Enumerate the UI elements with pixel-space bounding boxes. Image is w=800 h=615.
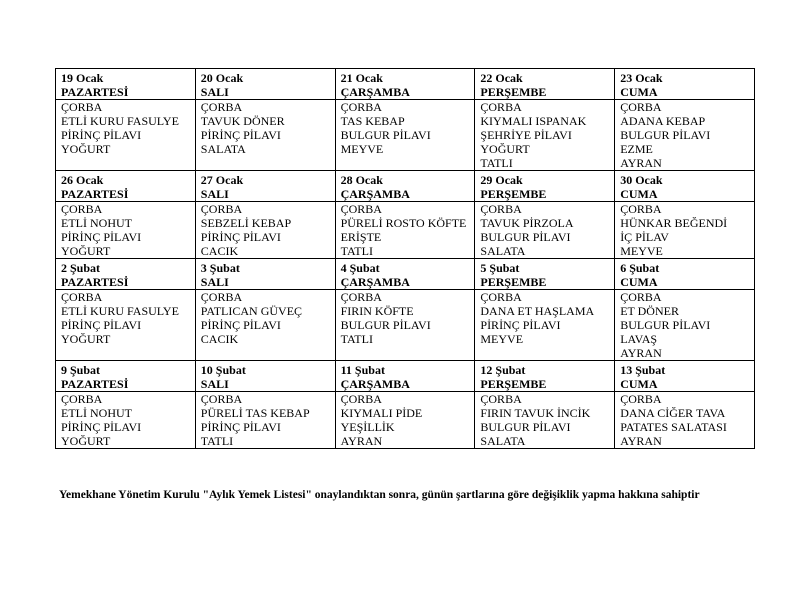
dish-item: ÇORBA [340, 100, 382, 114]
dish-item: PİRİNÇ PİLAVI [200, 128, 281, 142]
dish-item: TATLI [480, 156, 513, 170]
dish-item: FIRIN KÖFTE [340, 304, 414, 318]
day-name: ÇARŞAMBA [336, 377, 475, 392]
dish-item: ETLİ NOHUT [61, 216, 132, 230]
dish-item: PİRİNÇ PİLAVI [61, 420, 142, 434]
dish-item: ÇORBA [200, 100, 243, 114]
day-cell [475, 171, 615, 259]
dish-item: PİRİNÇ PİLAVI [480, 318, 561, 332]
dish-item: ÇORBA [61, 202, 103, 216]
day-date: 11 Şubat [340, 363, 385, 377]
dish-item: TATLI [200, 434, 234, 448]
dish-item: KIYMALI ISPANAK [480, 114, 587, 128]
day-name: PERŞEMBE [475, 275, 614, 290]
dish-item: ADANA KEBAP [620, 114, 706, 128]
day-name: PAZARTESİ [56, 85, 195, 100]
day-name: SALI [196, 187, 335, 202]
dish-item: CACIK [200, 244, 239, 258]
dish-item: PİRİNÇ PİLAVI [200, 420, 281, 434]
dish-item: YOĞURT [61, 142, 111, 156]
dish-item: TATLI [340, 244, 373, 258]
dish-item: BULGUR PİLAVI [340, 318, 431, 332]
dish-item: AYRAN [620, 346, 662, 360]
dish-item: ÇORBA [340, 290, 382, 304]
day-date: 30 Ocak [620, 173, 663, 187]
dish-item: ÇORBA [620, 290, 662, 304]
day-name: SALI [196, 85, 335, 100]
dish-item: ÇORBA [200, 392, 243, 406]
dish-item: DANA CİĞER TAVA [620, 406, 726, 420]
dish-item: AYRAN [620, 156, 662, 170]
dish-item: BULGUR PİLAVI [340, 128, 431, 142]
dish-item: FIRIN TAVUK İNCİK [480, 406, 591, 420]
day-name: SALI [196, 377, 335, 392]
day-cell [56, 259, 196, 361]
dish-item: BULGUR PİLAVI [480, 230, 571, 244]
day-name: PERŞEMBE [475, 85, 614, 100]
day-date: 9 Şubat [61, 363, 101, 377]
day-cell [195, 171, 335, 259]
dish-item: ÇORBA [61, 100, 103, 114]
day-name: ÇARŞAMBA [336, 275, 475, 290]
day-cell [56, 361, 196, 449]
dish-item: AYRAN [620, 434, 662, 448]
day-cell [335, 259, 475, 361]
dish-item: YOĞURT [61, 434, 111, 448]
week-row [56, 361, 755, 449]
day-date: 5 Şubat [480, 261, 520, 275]
day-name: PAZARTESİ [56, 275, 195, 290]
dish-item: ÇORBA [61, 290, 103, 304]
dish-item: PİRİNÇ PİLAVI [61, 230, 142, 244]
dish-item: ÇORBA [620, 392, 662, 406]
day-date: 26 Ocak [61, 173, 104, 187]
day-cell [335, 171, 475, 259]
day-name: PERŞEMBE [475, 377, 614, 392]
dish-item: YEŞİLLİK [340, 420, 395, 434]
menu-table [55, 68, 755, 449]
day-cell [475, 259, 615, 361]
dish-item: TAS KEBAP [340, 114, 405, 128]
day-cell [56, 69, 196, 171]
day-name: CUMA [615, 275, 754, 290]
dish-item: ÇORBA [200, 290, 243, 304]
day-name: PERŞEMBE [475, 187, 614, 202]
dish-item: SEBZELİ KEBAP [200, 216, 292, 230]
dish-item: PATATES SALATASI [620, 420, 727, 434]
dish-item: ERİŞTE [340, 230, 382, 244]
dish-item: ETLİ KURU FASULYE [61, 114, 179, 128]
day-date: 29 Ocak [480, 173, 523, 187]
week-row [56, 171, 755, 259]
dish-item: PİRİNÇ PİLAVI [61, 318, 142, 332]
dish-item: ÇORBA [340, 202, 382, 216]
dish-item: ET DÖNER [620, 304, 679, 318]
dish-item: HÜNKAR BEĞENDİ [620, 216, 728, 230]
dish-item: YOĞURT [480, 142, 530, 156]
day-cell [615, 171, 755, 259]
day-date: 27 Ocak [200, 173, 244, 187]
day-date: 28 Ocak [340, 173, 383, 187]
day-date: 20 Ocak [200, 71, 244, 85]
dish-item: PİRİNÇ PİLAVI [200, 318, 281, 332]
day-date: 3 Şubat [200, 261, 240, 275]
dish-item: TATLI [340, 332, 373, 346]
dish-item: PATLICAN GÜVEÇ [200, 304, 303, 318]
dish-item: SALATA [200, 142, 246, 156]
menu-table-body [56, 69, 755, 449]
day-cell [195, 69, 335, 171]
dish-item: BULGUR PİLAVI [480, 420, 571, 434]
day-name: CUMA [615, 85, 754, 100]
dish-item: SALATA [480, 244, 526, 258]
dish-item: ÇORBA [620, 100, 662, 114]
dish-item: ÇORBA [340, 392, 382, 406]
day-date: 6 Şubat [620, 261, 660, 275]
dish-item: ÇORBA [620, 202, 662, 216]
dish-item: EZME [620, 142, 653, 156]
dish-item: BULGUR PİLAVI [620, 128, 711, 142]
day-date: 19 Ocak [61, 71, 104, 85]
day-cell [475, 69, 615, 171]
dish-item: PÜRELİ TAS KEBAP [200, 406, 310, 420]
dish-item: PÜRELİ ROSTO KÖFTE [340, 216, 467, 230]
day-cell [195, 361, 335, 449]
day-name: ÇARŞAMBA [336, 85, 475, 100]
day-date: 23 Ocak [620, 71, 663, 85]
dish-item: ÇORBA [200, 202, 243, 216]
dish-item: PİRİNÇ PİLAVI [61, 128, 142, 142]
dish-item: DANA ET HAŞLAMA [480, 304, 595, 318]
day-cell [615, 69, 755, 171]
dish-item: LAVAŞ [620, 332, 658, 346]
day-date: 21 Ocak [340, 71, 383, 85]
dish-item: TAVUK DÖNER [200, 114, 285, 128]
day-date: 12 Şubat [480, 363, 526, 377]
day-cell [615, 361, 755, 449]
dish-item: PİRİNÇ PİLAVI [200, 230, 281, 244]
day-cell [335, 361, 475, 449]
day-name: SALI [196, 275, 335, 290]
day-cell [195, 259, 335, 361]
week-row [56, 69, 755, 171]
day-date: 22 Ocak [480, 71, 523, 85]
dish-item: AYRAN [340, 434, 383, 448]
dish-item: ÇORBA [480, 290, 522, 304]
dish-item: ÇORBA [61, 392, 103, 406]
dish-item: İÇ PİLAV [620, 230, 669, 244]
dish-item: ÇORBA [480, 202, 522, 216]
day-name: CUMA [615, 377, 754, 392]
day-date: 2 Şubat [61, 261, 101, 275]
day-cell [475, 361, 615, 449]
dish-item: KIYMALI PİDE [340, 406, 423, 420]
dish-item: CACIK [200, 332, 239, 346]
day-cell [56, 171, 196, 259]
week-row [56, 259, 755, 361]
dish-item: ETLİ KURU FASULYE [61, 304, 179, 318]
dish-item: YOĞURT [61, 244, 111, 258]
dish-item: ETLİ NOHUT [61, 406, 132, 420]
dish-item: SALATA [480, 434, 526, 448]
day-name: PAZARTESİ [56, 377, 195, 392]
day-cell [335, 69, 475, 171]
day-name: PAZARTESİ [56, 187, 195, 202]
footnote: Yemekhane Yönetim Kurulu "Aylık Yemek Listesi" onaylandıktan sonra, günün şartlarına göre değişiklik yapma hakkına sahiptir [59, 489, 700, 501]
dish-item: MEYVE [620, 244, 663, 258]
day-name: CUMA [615, 187, 754, 202]
dish-item: ÇORBA [480, 392, 522, 406]
day-date: 10 Şubat [200, 363, 246, 377]
dish-item: ŞEHRİYE PİLAVI [480, 128, 572, 142]
day-date: 13 Şubat [620, 363, 666, 377]
dish-item: BULGUR PİLAVI [620, 318, 711, 332]
dish-item: YOĞURT [61, 332, 111, 346]
day-name: ÇARŞAMBA [336, 187, 475, 202]
dish-item: MEYVE [480, 332, 524, 346]
day-cell [615, 259, 755, 361]
dish-item: ÇORBA [480, 100, 522, 114]
dish-item: TAVUK PİRZOLA [480, 216, 574, 230]
day-date: 4 Şubat [340, 261, 380, 275]
dish-item: MEYVE [340, 142, 384, 156]
